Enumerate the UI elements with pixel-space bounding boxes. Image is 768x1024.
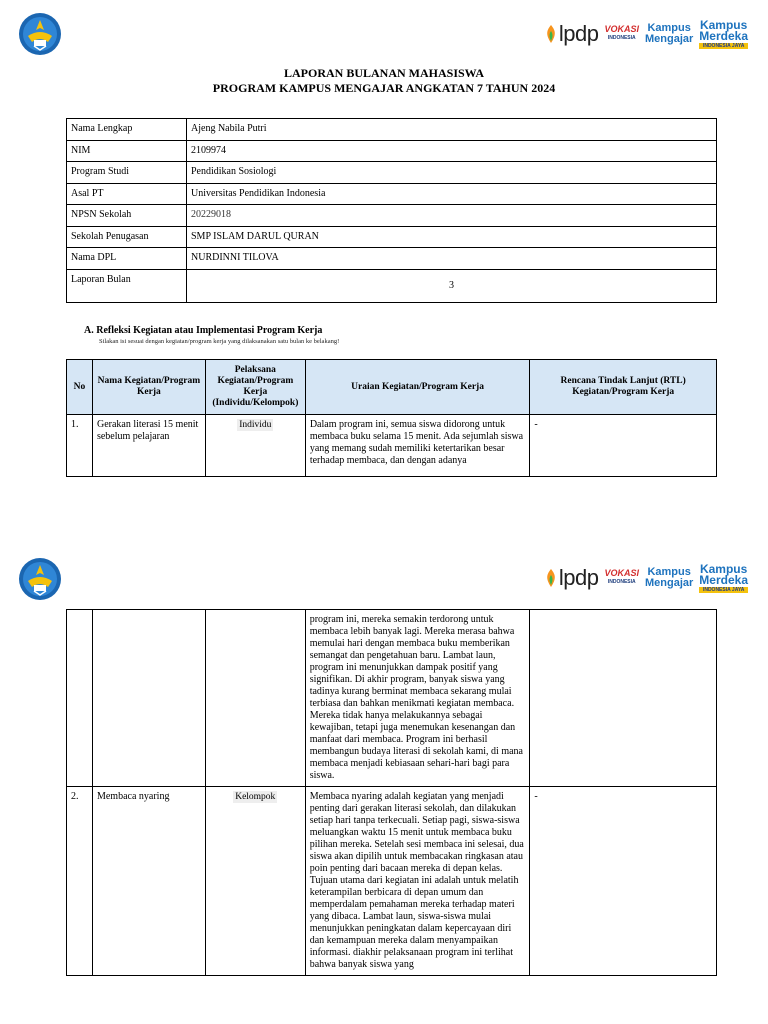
lpdp-logo — [544, 21, 599, 47]
page-gap — [0, 512, 768, 548]
cell-uraian: program ini, mereka semakin terdorong untuk membaca lebih banyak lagi. Mereka merasa bahwa memulai hari dengan membaca buku memberikan semangat dan pengetahuan baru. Lambat laun, program ini menunjukkan dampak positif yang signifikan. Di akhir program, banyak siswa yang tadinya kurang berminat membaca sekarang mulai terbiasa dan bahkan menikmati kegiatan membaca. Mereka tidak hanya melakukannya sebagai kewajiban, tetapi juga menemukan kesenangan dan manfaat dari membaca. Program ini berhasil membangun budaya literasi di sekolah kami, di mana membaca menjadi kebiasaan sehari-hari bagi para siswa. — [305, 610, 530, 787]
vokasi-text: VOKASI — [604, 24, 639, 34]
kampus-merdeka-line2: Merdeka — [699, 572, 748, 587]
info-value: Universitas Pendidikan Indonesia — [187, 183, 717, 205]
section-heading: A. Refleksi Kegiatan atau Implementasi Program Kerja — [84, 325, 323, 336]
table-row — [67, 610, 717, 787]
lpdp-flame-icon — [544, 24, 558, 44]
kampus-merdeka-logo — [699, 17, 748, 49]
cell-nama: Membaca nyaring — [92, 787, 205, 976]
activity-table — [66, 359, 717, 477]
info-label: Nama Lengkap — [67, 119, 187, 141]
lpdp-text: lpdp — [558, 21, 599, 46]
header-rtl: Rencana Tindak Lanjut (RTL) Kegiatan/Program Kerja — [530, 360, 717, 415]
lpdp-flame-icon — [544, 568, 558, 588]
lpdp-text: lpdp — [558, 565, 599, 590]
partner-logos — [544, 16, 748, 52]
info-row — [67, 162, 717, 184]
info-row — [67, 248, 717, 270]
cell-pelaksana — [205, 610, 305, 787]
cell-rtl: - — [530, 415, 717, 477]
info-value: NURDINNI TILOVA — [187, 248, 717, 270]
cell-rtl: - — [530, 787, 717, 976]
table-header-row — [67, 360, 717, 415]
kampus-mengajar-line2: Mengajar — [645, 577, 694, 589]
header-pelaksana: Pelaksana Kegiatan/Program Kerja (Individu/Kelompok) — [205, 360, 305, 415]
kampus-mengajar-logo — [645, 567, 693, 589]
info-label: Nama DPL — [67, 248, 187, 270]
cell-pelaksana — [205, 787, 305, 976]
kampus-merdeka-tag: INDONESIA JAYA — [699, 587, 748, 593]
info-value: Ajeng Nabila Putri — [187, 119, 717, 141]
report-subtitle: PROGRAM KAMPUS MENGAJAR ANGKATAN 7 TAHUN 2024 — [212, 81, 556, 95]
kampus-merdeka-logo — [699, 561, 748, 593]
info-value: Pendidikan Sosiologi — [187, 162, 717, 184]
activity-table-continued — [66, 609, 717, 976]
pelaksana-tag: Individu — [239, 420, 272, 430]
info-label: NPSN Sekolah — [67, 205, 187, 227]
info-label: Laporan Bulan — [67, 269, 187, 302]
kampus-mengajar-line1: Kampus — [647, 22, 691, 34]
lpdp-logo — [544, 565, 599, 591]
info-value: SMP ISLAM DARUL QURAN — [187, 226, 717, 248]
kampus-merdeka-line1: Kampus — [699, 17, 748, 32]
cell-uraian: Membaca nyaring adalah kegiatan yang menjadi penting dari gerakan literasi sekolah, dan dilakukan setiap hari tanpa terkecuali. Setiap pagi, siswa-siswa meluangkan waktu 15 menit untuk membaca buku pilihan mereka. Setelah sesi membaca ini selesai, dua siswa akan dipilih untuk membacakan ringkasan atau poin penting dari bacaan mereka di depan kelas. Tujuan utama dari kegiatan ini adalah untuk melatih keterampilan berbicara di depan umum dan memperdalam pemahaman mereka terhadap materi yang dibaca. Lambat laun, siswa-siswa mulai menunjukkan peningkatan dalam kepercayaan diri dan kemampuan mereka dalam menyampaikan informasi. diakhir pelaksanaan program ini terlihat bahwa banyak siswa yang — [305, 787, 530, 976]
kampus-mengajar-logo — [645, 23, 693, 45]
cell-pelaksana — [205, 415, 305, 477]
info-value: 20229018 — [187, 205, 717, 227]
report-title: LAPORAN BULANAN MAHASISWA — [283, 66, 484, 80]
info-value: 2109974 — [187, 140, 717, 162]
info-value: 3 — [187, 269, 717, 302]
header-uraian: Uraian Kegiatan/Program Kerja — [305, 360, 530, 415]
student-info-table — [66, 118, 717, 303]
vokasi-text: VOKASI — [604, 568, 639, 578]
table-row — [67, 787, 717, 976]
cell-no: 2. — [67, 787, 93, 976]
vokasi-logo — [604, 25, 639, 43]
header-nama: Nama Kegiatan/Program Kerja — [92, 360, 205, 415]
info-row — [67, 205, 717, 227]
info-row — [67, 269, 717, 302]
pelaksana-tag: Kelompok — [235, 792, 276, 802]
cell-uraian: Dalam program ini, semua siswa didorong untuk membaca buku selama 15 menit. Ada sejumlah siswa yang memang sudah memiliki ketertarikan besar terhadap membaca, dan dengan adanya — [305, 415, 530, 477]
cell-nama — [92, 610, 205, 787]
partner-logos — [544, 560, 748, 596]
cell-rtl — [530, 610, 717, 787]
vokasi-subtext: INDONESIA — [607, 579, 636, 585]
info-row — [67, 140, 717, 162]
info-label: Program Studi — [67, 162, 187, 184]
cell-nama: Gerakan literasi 15 menit sebelum pelajaran — [92, 415, 205, 477]
info-row — [67, 226, 717, 248]
info-label: NIM — [67, 140, 187, 162]
info-row — [67, 183, 717, 205]
info-row — [67, 119, 717, 141]
header-no: No — [67, 360, 93, 415]
cell-no — [67, 610, 93, 787]
table-row — [67, 415, 717, 477]
section-note: Silakan isi sesuai dengan kegiatan/program kerja yang dilaksanakan satu bulan ke belakang! — [99, 338, 340, 345]
info-label: Asal PT — [67, 183, 187, 205]
tut-wuri-handayani-emblem-icon — [18, 12, 62, 56]
info-label: Sekolah Penugasan — [67, 226, 187, 248]
kampus-merdeka-line2: Merdeka — [699, 28, 748, 43]
kampus-merdeka-tag: INDONESIA JAYA — [699, 43, 748, 49]
kampus-mengajar-line1: Kampus — [647, 566, 691, 578]
tut-wuri-handayani-emblem-icon — [18, 557, 62, 601]
kampus-mengajar-line2: Mengajar — [645, 33, 694, 45]
cell-no: 1. — [67, 415, 93, 477]
vokasi-logo — [604, 569, 639, 587]
vokasi-subtext: INDONESIA — [607, 35, 636, 41]
kampus-merdeka-line1: Kampus — [699, 561, 748, 576]
